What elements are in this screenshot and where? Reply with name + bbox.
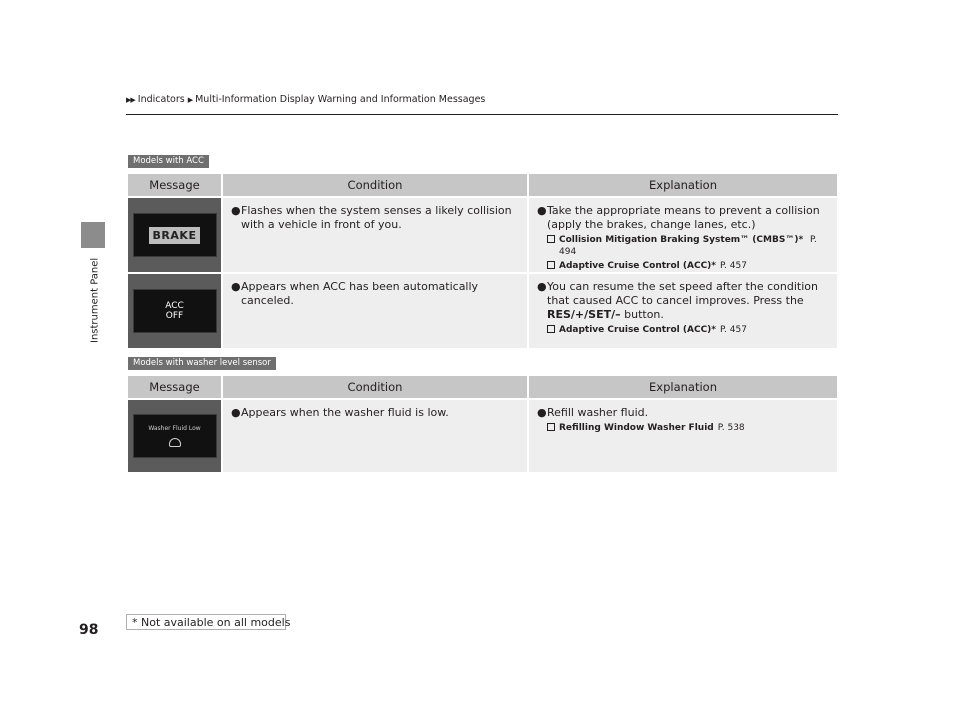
bullet-icon: ● (537, 204, 547, 217)
bullet-icon: ● (537, 280, 547, 293)
side-section-label: Instrument Panel (89, 258, 101, 344)
brake-warning-icon: BRAKE (149, 227, 201, 244)
breadcrumb-part-indicators[interactable]: Indicators (137, 94, 185, 105)
condition-cell (221, 274, 527, 348)
explanation-text-end: button. (620, 308, 664, 321)
reference-page: P. 538 (717, 423, 745, 433)
brake-display-image (133, 213, 217, 257)
header-divider (126, 114, 838, 115)
cross-reference[interactable] (547, 422, 831, 434)
table-row (128, 274, 837, 348)
bullet-icon: ● (231, 280, 241, 293)
reference-page: P. 457 (720, 261, 747, 271)
breadcrumb (126, 94, 485, 105)
reference-icon (547, 261, 555, 269)
bullet-icon: ● (231, 204, 241, 217)
cross-reference[interactable] (547, 260, 831, 272)
reference-title: Adaptive Cruise Control (ACC)* (559, 325, 716, 335)
washer-display-image (133, 414, 217, 458)
reference-page: P. 457 (720, 325, 747, 335)
washer-fluid-low-text: Washer Fluid Low (148, 425, 201, 432)
reference-title: Collision Mitigation Braking System™ (CMBS™)* (559, 235, 804, 245)
reference-icon (547, 235, 555, 243)
washer-fluid-icon (169, 438, 181, 447)
breadcrumb-arrow-icon: ▶▶ (126, 95, 135, 104)
table-row (128, 198, 837, 272)
message-image-cell (128, 400, 221, 472)
reference-title: Adaptive Cruise Control (ACC)* (559, 261, 716, 271)
condition-cell (221, 400, 527, 472)
reference-icon (547, 423, 555, 431)
explanation-text: Refill washer fluid. (547, 406, 649, 419)
header-explanation: Explanation (527, 376, 837, 398)
table-header (128, 174, 837, 196)
table-row (128, 400, 837, 472)
header-message: Message (149, 178, 200, 192)
page-number: 98 (79, 622, 99, 638)
table-header (128, 376, 837, 398)
acc-message-table (128, 174, 837, 348)
condition-text: Appears when ACC has been automatically canceled. (241, 280, 479, 307)
model-tag-washer: Models with washer level sensor (128, 357, 276, 370)
reference-page: P. 494 (559, 235, 817, 257)
acc-off-display-image (133, 289, 217, 333)
condition-cell (221, 198, 527, 272)
condition-text: Flashes when the system senses a likely collision with a vehicle in front of you. (241, 204, 512, 231)
explanation-text: You can resume the set speed after the condition that caused ACC to cancel improves. Press the (547, 280, 818, 307)
footnote: * Not available on all models (126, 614, 286, 630)
bullet-icon: ● (231, 406, 241, 419)
cross-reference[interactable] (547, 324, 831, 336)
header-condition: Condition (221, 174, 527, 196)
model-tag-acc: Models with ACC (128, 155, 209, 168)
breadcrumb-part-messages[interactable]: Multi-Information Display Warning and Information Messages (195, 94, 486, 105)
bullet-icon: ● (537, 406, 547, 419)
breadcrumb-arrow-icon: ▶ (187, 95, 193, 104)
condition-text: Appears when the washer fluid is low. (241, 406, 449, 419)
acc-line-1: ACC (165, 301, 184, 311)
washer-message-table (128, 376, 837, 472)
section-tab-marker (81, 222, 105, 248)
message-image-cell (128, 198, 221, 272)
explanation-cell (527, 400, 837, 472)
reference-icon (547, 325, 555, 333)
explanation-cell (527, 198, 837, 272)
message-image-cell (128, 274, 221, 348)
header-message: Message (149, 380, 200, 394)
header-condition: Condition (221, 376, 527, 398)
explanation-cell (527, 274, 837, 348)
reference-title: Refilling Window Washer Fluid (559, 423, 714, 433)
header-explanation: Explanation (527, 174, 837, 196)
button-name-text: RES/+/SET/– (547, 308, 621, 321)
cross-reference[interactable] (547, 234, 831, 258)
explanation-text: Take the appropriate means to prevent a collision (apply the brakes, change lanes, etc.) (547, 204, 820, 231)
acc-line-2: OFF (165, 311, 184, 321)
